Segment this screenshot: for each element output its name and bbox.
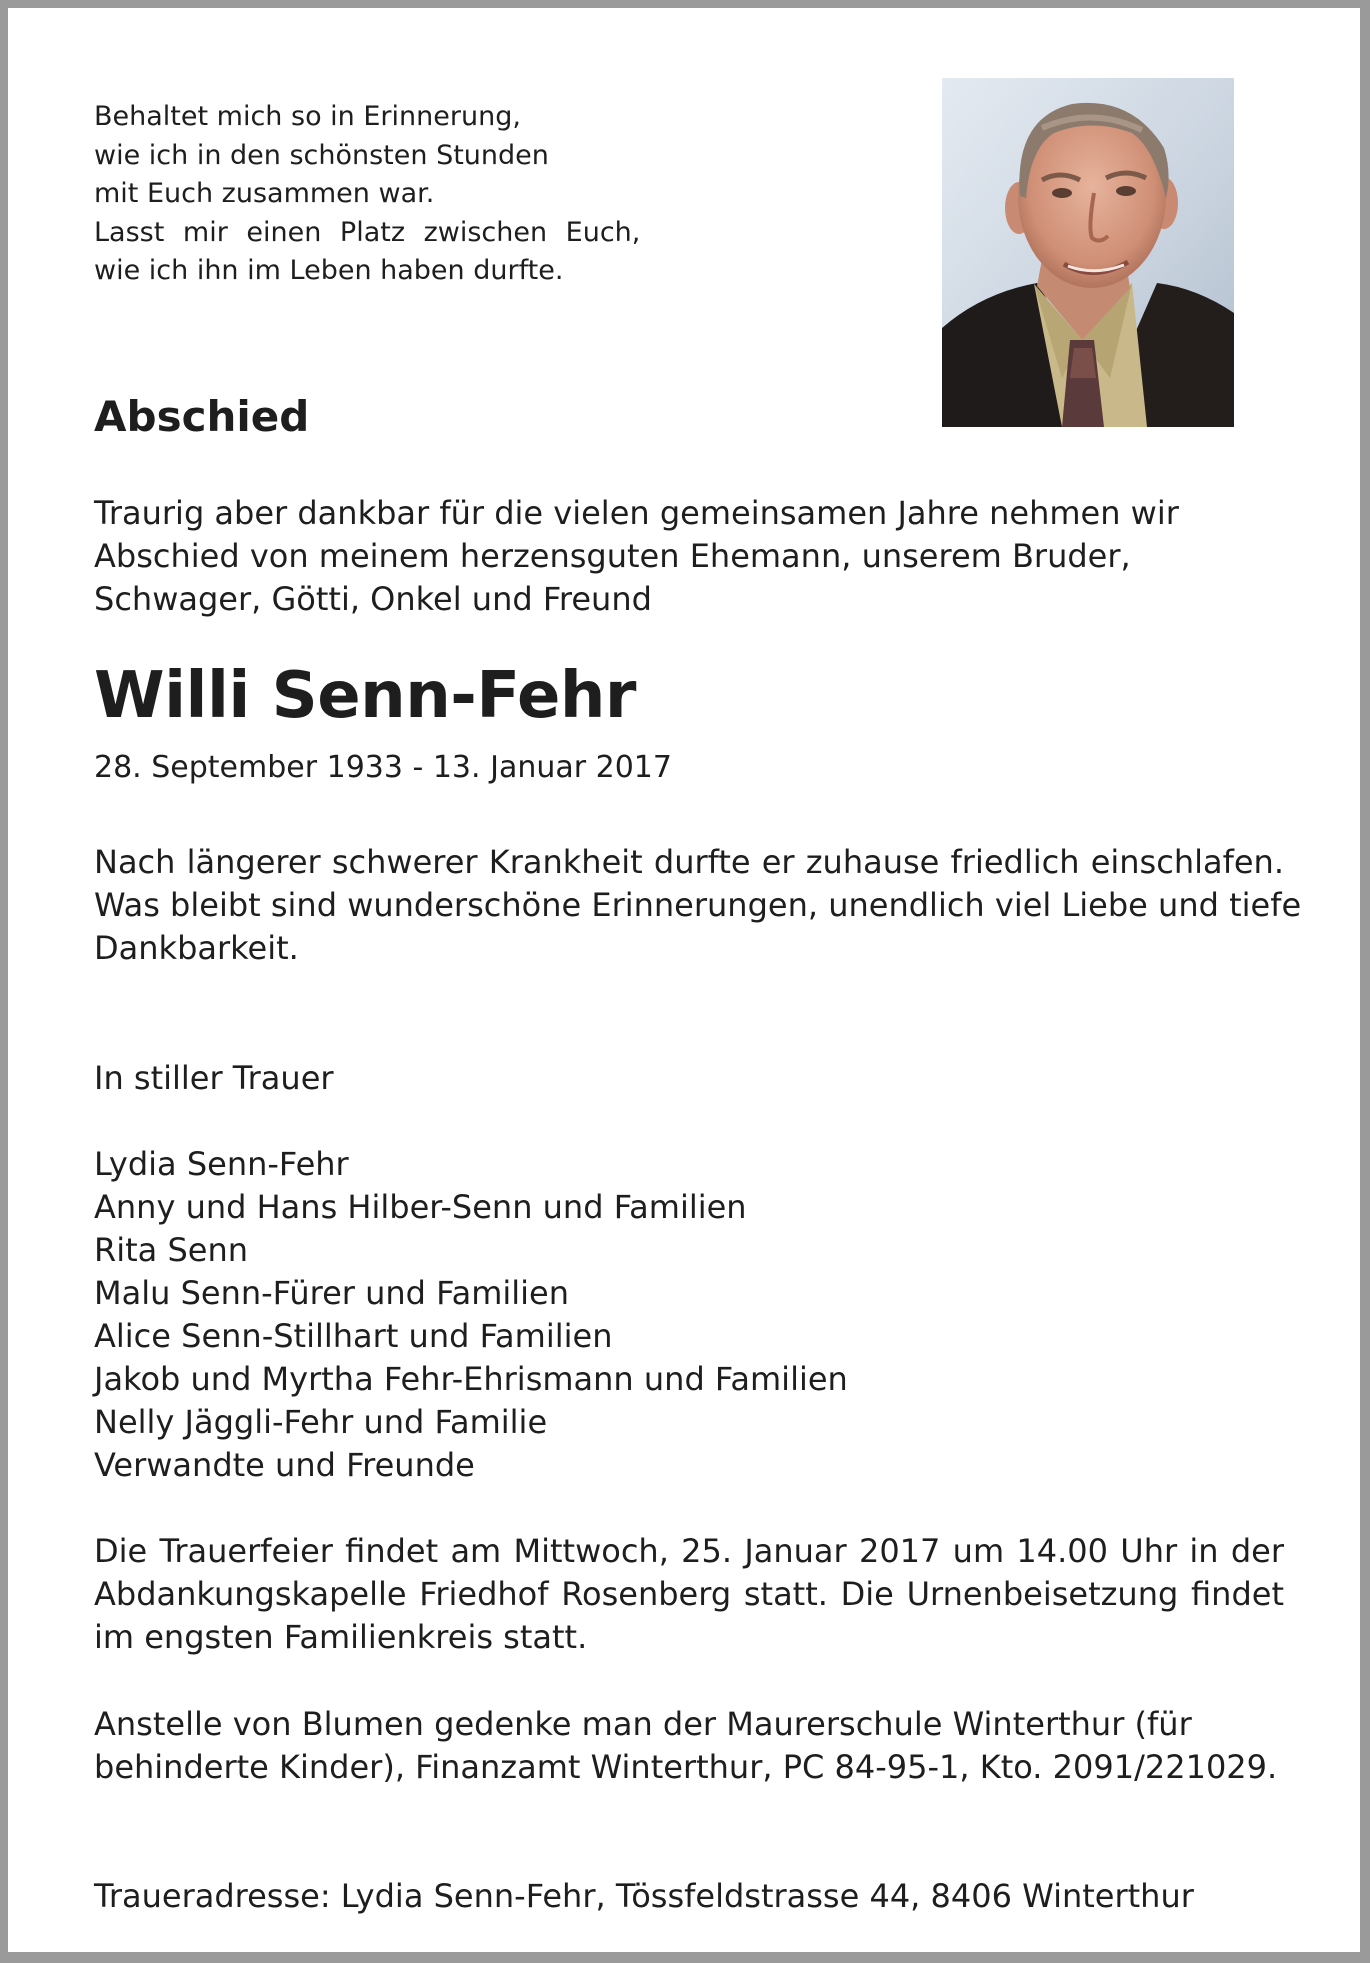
passing-line: Dankbarkeit. — [94, 929, 299, 967]
ceremony-line: Die Trauerfeier findet am Mittwoch, 25. Januar 2017 um 14.00 Uhr in der — [94, 1532, 1284, 1570]
list-item: Alice Senn-Stillhart und Familien — [94, 1317, 613, 1355]
list-item: Malu Senn-Fürer und Familien — [94, 1274, 570, 1312]
mourning-intro: In stiller Trauer — [94, 1059, 334, 1097]
mourning-address: Traueradresse: Lydia Senn-Fehr, Tössfeldstrasse 44, 8406 Winterthur — [94, 1877, 1194, 1915]
list-item: Jakob und Myrtha Fehr-Ehrismann und Familien — [94, 1360, 848, 1398]
donation-line: Anstelle von Blumen gedenke man der Maurerschule Winterthur (für — [94, 1705, 1192, 1743]
intro-line: Abschied von meinem herzensguten Ehemann, unserem Bruder, — [94, 537, 1131, 575]
ceremony-line: im engsten Familienkreis statt. — [94, 1618, 588, 1656]
obituary-page — [8, 8, 1360, 1952]
poem-line: Behaltet mich so in Erinnerung, — [94, 101, 521, 132]
memorial-poem — [94, 98, 654, 291]
passing-line: Nach längerer schwerer Krankheit durfte er zuhause friedlich einschlafen. — [94, 843, 1284, 881]
portrait-photo-icon — [942, 78, 1234, 427]
list-item: Nelly Jäggli-Fehr und Familie — [94, 1403, 548, 1441]
ceremony-line: Abdankungskapelle Friedhof Rosenberg statt. Die Urnenbeisetzung findet — [94, 1575, 1284, 1613]
list-item: Lydia Senn-Fehr — [94, 1145, 349, 1183]
list-item: Anny und Hans Hilber-Senn und Familien — [94, 1188, 747, 1226]
list-item: Verwandte und Freunde — [94, 1446, 475, 1484]
poem-line: wie ich ihn im Leben haben durfte. — [94, 255, 564, 286]
ceremony-text — [94, 1530, 1284, 1659]
mourners-list — [94, 1143, 1284, 1487]
poem-line: wie ich in den schönsten Stunden — [94, 139, 549, 171]
list-item: Rita Senn — [94, 1231, 249, 1269]
intro-line: Schwager, Götti, Onkel und Freund — [94, 580, 652, 618]
poem-line: mit Euch zusammen war. — [94, 178, 435, 209]
section-heading: Abschied — [94, 392, 310, 441]
donation-text — [94, 1703, 1284, 1789]
life-dates: 28. September 1933 - 13. Januar 2017 — [94, 750, 672, 785]
passing-text — [94, 841, 1302, 970]
intro-line: Traurig aber dankbar für die vielen gemeinsamen Jahre nehmen wir — [94, 494, 1179, 532]
deceased-name: Willi Senn-Fehr — [94, 659, 636, 733]
poem-line: Lasst mir einen Platz zwischen Euch, — [94, 216, 641, 248]
donation-line: behinderte Kinder), Finanzamt Winterthur, PC 84-95-1, Kto. 2091/221029. — [94, 1748, 1278, 1786]
passing-line: Was bleibt sind wunderschöne Erinnerungen, unendlich viel Liebe und tiefe — [94, 886, 1302, 924]
intro-text — [94, 492, 1284, 621]
